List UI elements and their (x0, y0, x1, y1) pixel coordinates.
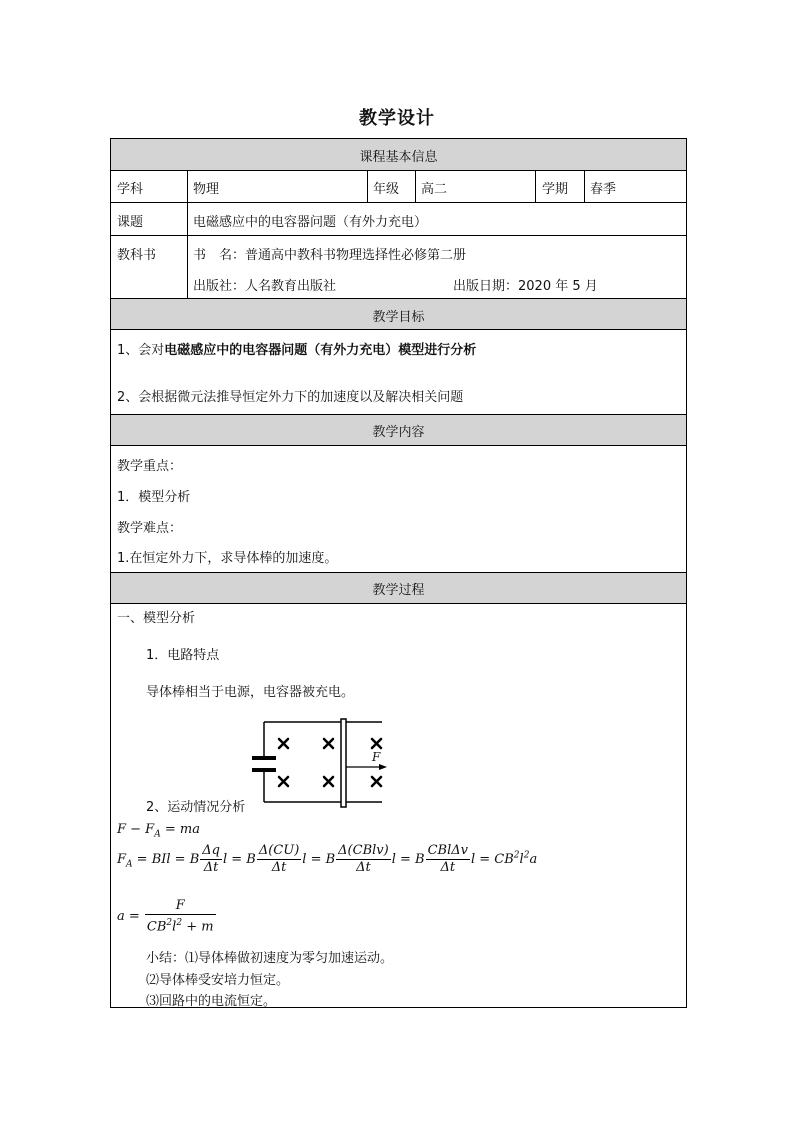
topic-label: 课题 (117, 215, 144, 230)
section-header-content: 教学内容 (372, 425, 425, 440)
conductor-rod (341, 719, 346, 807)
step-circuit-text: 导体棒相当于电源，电容器被充电。 (146, 685, 355, 700)
book-name: 书 名：普通高中教科书物理选择性必修第二册 (193, 248, 467, 263)
table-rule (110, 572, 687, 573)
equation-ampere-force: $F_A$ = BIl = B $\frac{\Delta q}{\Delta t}$ l = B $\frac{\Delta(CU)}{\Delta t}$ l = B $\frac{\text{Δ(CBlv)}}{\Delta t}$ l = B $\frac{\text{CBlΔv}}{\Delta t}$ $l = CB^2l^2a$ (117, 843, 538, 875)
table-rule (415, 170, 416, 202)
section-header-basic-info: 课程基本信息 (359, 150, 438, 165)
page-title: 教学设计 (359, 108, 435, 129)
table-rule (187, 170, 188, 298)
capacitor-plate-top (252, 756, 276, 760)
difficult-points-label: 教学难点： (117, 521, 183, 536)
subject-label: 学科 (117, 182, 144, 197)
table-rule (110, 603, 687, 604)
circuit-diagram (248, 718, 388, 810)
step-circuit-heading: 1．电路特点 (146, 648, 220, 663)
table-rule (110, 329, 687, 330)
objective-1 (117, 339, 476, 358)
subject-value: 物理 (193, 182, 220, 197)
part-heading: 一、模型分析 (117, 611, 196, 626)
table-rule (110, 235, 687, 236)
grade-value: 高二 (421, 182, 448, 197)
summary-line-2: ⑵导体棒受安培力恒定。 (146, 973, 290, 988)
difficult-point-item: 1.在恒定外力下，求导体棒的加速度。 (117, 551, 338, 566)
equation-acceleration: a = $\frac{F}{CB^2l^2 + m}$ (117, 898, 214, 935)
table-rule (535, 170, 536, 202)
table-rule (110, 298, 687, 299)
term-value: 春季 (590, 182, 617, 197)
table-rule (110, 202, 687, 203)
topic-value: 电磁感应中的电容器问题（有外力充电） (193, 215, 428, 230)
grade-label: 年级 (373, 182, 400, 197)
textbook-label: 教科书 (117, 248, 157, 263)
key-points-label: 教学重点： (117, 459, 183, 474)
objective-1-prefix: 1、会对 (117, 343, 165, 358)
key-point-item: 1．模型分析 (117, 490, 191, 505)
equation-newton: $F - F_A$ = ma (117, 822, 200, 840)
objective-2: 2、会根据微元法推导恒定外力下的加速度以及解决相关问题 (117, 390, 464, 405)
publish-date: 出版日期：2020 年 5 月 (453, 279, 598, 294)
table-rule (110, 170, 687, 171)
table-rule (110, 445, 687, 446)
objective-1-emphasis: 电磁感应中的电容器问题（有外力充电）模型进行分析 (164, 343, 477, 358)
table-rule (584, 170, 585, 202)
table-rule (110, 414, 687, 415)
section-header-process: 教学过程 (372, 583, 425, 598)
summary-line-1: 小结：⑴导体棒做初速度为零匀加速运动。 (146, 951, 394, 966)
publisher: 出版社：人名教育出版社 (193, 279, 337, 294)
force-label: F (372, 750, 381, 764)
section-header-objectives: 教学目标 (372, 310, 425, 325)
table-rule (367, 170, 368, 202)
term-label: 学期 (542, 182, 569, 197)
summary-line-3: ⑶回路中的电流恒定。 (146, 994, 277, 1009)
step-motion-heading: 2、运动情况分析 (146, 800, 246, 815)
capacitor-plate-bottom (252, 768, 276, 772)
